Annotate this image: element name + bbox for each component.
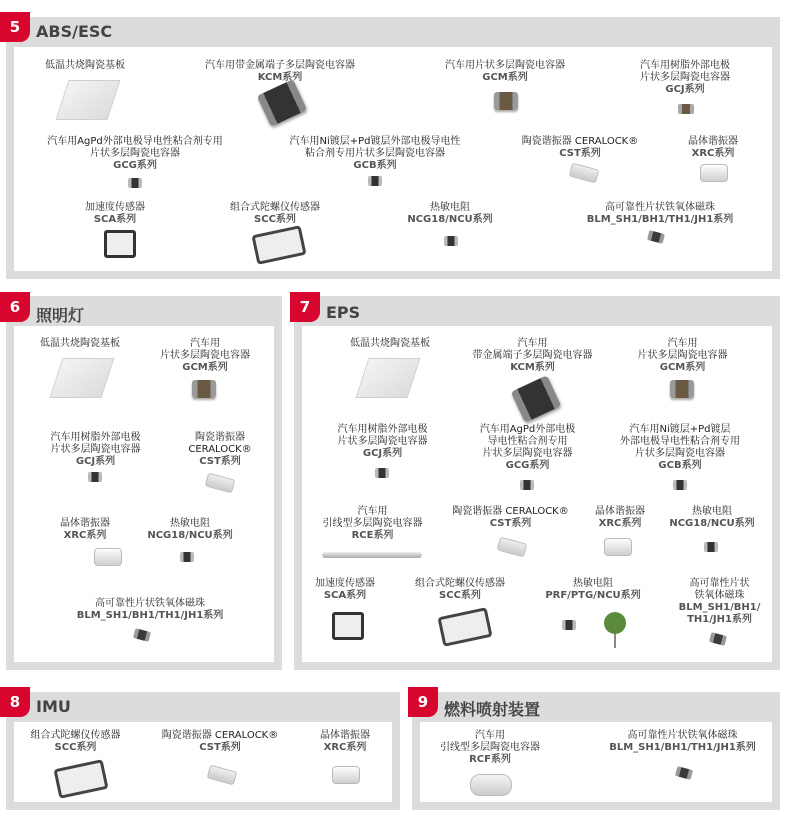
product-kcm[interactable]	[190, 60, 370, 84]
xrc-crystal-image	[604, 538, 632, 556]
product-name: 晶体谐振器	[595, 506, 645, 517]
product-cst[interactable]	[515, 136, 645, 160]
product-gcm[interactable]	[625, 338, 740, 374]
product-gcm[interactable]	[430, 60, 580, 84]
product-gcg[interactable]	[30, 136, 240, 172]
product-name: 组合式陀螺仪传感器	[30, 730, 121, 741]
product-xrc[interactable]	[585, 506, 655, 530]
product-gcm[interactable]	[150, 338, 260, 374]
product-name: 汽车用树脂外部电极 片状多层陶瓷电容器	[50, 432, 141, 455]
product-name: 汽车用带金属端子多层陶瓷电容器	[205, 60, 355, 71]
gcj-capacitor-image	[678, 104, 694, 114]
ncg18-thermistor-image	[180, 552, 194, 562]
section-title-lighting: 照明灯	[36, 306, 85, 325]
section-number-5: 5	[0, 12, 30, 42]
product-series: NCG18/NCU系列	[147, 530, 233, 541]
product-prf-ptg-ncu[interactable]	[538, 578, 648, 602]
section-title-eps: EPS	[326, 303, 361, 322]
product-series: CST系列	[489, 518, 532, 529]
product-series: XRC系列	[63, 530, 107, 541]
product-scc[interactable]	[18, 730, 133, 754]
section-title-abs-esc: ABS/ESC	[36, 22, 113, 41]
product-name: 晶体谐振器	[320, 730, 370, 741]
product-sca[interactable]	[305, 578, 385, 602]
product-series: XRC系列	[598, 518, 642, 529]
product-gcb[interactable]	[610, 424, 750, 472]
product-series: BLM_SH1/BH1/TH1/JH1系列	[586, 214, 734, 225]
product-name: 热敏电阻	[692, 506, 732, 517]
product-name: 高可靠性片状 铁氧体磁珠	[689, 578, 750, 601]
rce-capacitor-image	[322, 552, 422, 558]
product-name: 低温共烧陶瓷基板	[45, 60, 125, 71]
gcm-capacitor-image	[192, 380, 216, 398]
gcb-capacitor-image	[368, 176, 382, 186]
product-ltcc-substrate[interactable]	[340, 338, 440, 350]
product-name: 汽车用AgPd外部电极 导电性粘合剂专用 片状多层陶瓷电容器	[479, 424, 576, 459]
product-scc[interactable]	[400, 578, 520, 602]
product-series: CST系列	[199, 456, 241, 467]
product-series: CST系列	[559, 148, 601, 159]
product-series: GCM系列	[659, 362, 706, 373]
product-series: PRF/PTG/NCU系列	[545, 590, 641, 601]
product-ncg18-ncu[interactable]	[662, 506, 762, 530]
product-series: GCJ系列	[362, 448, 403, 459]
product-name: 汽车用 片状多层陶瓷电容器	[637, 338, 728, 361]
product-ncg18-ncu[interactable]	[395, 202, 505, 226]
prf-thermistor-image	[562, 620, 576, 630]
product-name: 晶体谐振器	[688, 136, 738, 147]
product-series: KCM系列	[257, 72, 303, 83]
product-xrc[interactable]	[45, 518, 125, 542]
product-series: RCF系列	[469, 754, 511, 765]
section-title-imu: IMU	[36, 697, 71, 716]
rcf-capacitor-image	[470, 774, 512, 796]
product-gcj[interactable]	[325, 424, 440, 460]
product-gcj[interactable]	[38, 432, 153, 468]
product-name: 晶体谐振器	[60, 518, 110, 529]
product-name: 热敏电阻	[573, 578, 613, 589]
product-series: SCA系列	[93, 214, 137, 225]
product-series: GCG系列	[505, 460, 550, 471]
product-name: 汽车用Ni镀层+Pd镀层 外部电极导电性粘合剂专用 片状多层陶瓷电容器	[620, 424, 740, 459]
gcm-capacitor-image	[670, 380, 694, 398]
product-name: 汽车用树脂外部电极 片状多层陶瓷电容器	[640, 60, 730, 83]
ptg-thermistor-image	[604, 612, 626, 634]
product-name: 陶瓷谐振器 CERALOCK®	[188, 432, 252, 455]
product-name: 汽车用 片状多层陶瓷电容器	[160, 338, 250, 361]
product-series: CST系列	[199, 742, 241, 753]
product-gcj[interactable]	[620, 60, 750, 96]
section-title-fuel-injection: 燃料喷射装置	[444, 700, 541, 719]
product-ltcc-substrate[interactable]	[30, 338, 130, 350]
product-series: BLM_SH1/BH1/TH1/JH1系列	[76, 610, 224, 621]
product-series: GCB系列	[353, 160, 397, 171]
product-blm[interactable]	[600, 730, 765, 754]
product-blm[interactable]	[672, 578, 767, 626]
gcb-capacitor-image	[673, 480, 687, 490]
product-name: 陶瓷谐振器 CERALOCK®	[452, 506, 569, 517]
product-series: BLM_SH1/BH1/TH1/JH1系列	[609, 742, 756, 753]
product-name: 汽车用Ni镀层+Pd镀层外部电极导电性 粘合剂专用片状多层陶瓷电容器	[289, 136, 461, 159]
gcj-capacitor-image	[88, 472, 102, 482]
ptg-thermistor-lead	[614, 634, 616, 648]
product-xrc[interactable]	[305, 730, 385, 754]
section-number-6: 6	[0, 292, 30, 322]
xrc-crystal-image	[332, 766, 360, 784]
section-number-8: 8	[0, 687, 30, 717]
product-name: 低温共烧陶瓷基板	[40, 338, 120, 349]
product-series: SCC系列	[439, 590, 481, 601]
section-number-9: 9	[408, 687, 438, 717]
ncg18-thermistor-image	[444, 236, 458, 246]
product-series: GCJ系列	[75, 456, 116, 467]
product-series: NCG18/NCU系列	[669, 518, 755, 529]
product-rcf[interactable]	[430, 730, 550, 766]
product-cst[interactable]	[180, 432, 260, 468]
product-kcm[interactable]	[465, 338, 600, 374]
product-name: 低温共烧陶瓷基板	[350, 338, 430, 349]
product-gcb[interactable]	[275, 136, 475, 172]
sca-sensor-image	[104, 230, 136, 258]
product-name: 汽车用树脂外部电极 片状多层陶瓷电容器	[337, 424, 428, 447]
product-series: KCM系列	[510, 362, 555, 373]
product-name: 热敏电阻	[170, 518, 210, 529]
product-name: 高可靠性片状铁氧体磁珠	[95, 598, 205, 609]
product-cst[interactable]	[448, 506, 573, 530]
product-name: 陶瓷谐振器 CERALOCK®	[161, 730, 279, 741]
product-series: GCJ系列	[665, 84, 705, 95]
ncg18-thermistor-image	[704, 542, 718, 552]
product-name: 热敏电阻	[430, 202, 470, 213]
gcj-capacitor-image	[375, 468, 389, 478]
gcm-capacitor-image	[494, 92, 518, 110]
section-number-7: 7	[290, 292, 320, 322]
sca-sensor-image	[332, 612, 364, 640]
product-scc[interactable]	[215, 202, 335, 226]
product-name: 汽车用AgPd外部电极导电性粘合剂专用 片状多层陶瓷电容器	[47, 136, 223, 159]
product-gcg[interactable]	[465, 424, 590, 472]
product-series: SCC系列	[254, 214, 296, 225]
product-series: GCM系列	[482, 72, 528, 83]
product-name: 汽车用片状多层陶瓷电容器	[445, 60, 565, 71]
product-series: XRC系列	[323, 742, 367, 753]
product-name: 高可靠性片状铁氧体磁珠	[627, 730, 738, 741]
product-series: RCE系列	[351, 530, 394, 541]
product-name: 加速度传感器	[85, 202, 145, 213]
product-series: SCC系列	[54, 742, 97, 753]
product-name: 汽车用 带金属端子多层陶瓷电容器	[472, 338, 593, 361]
product-sca[interactable]	[70, 202, 160, 226]
product-name: 组合式陀螺仪传感器	[230, 202, 320, 213]
product-cst[interactable]	[155, 730, 285, 754]
product-ltcc-substrate[interactable]	[30, 60, 140, 72]
product-series: BLM_SH1/BH1/ TH1/JH1系列	[678, 602, 761, 625]
product-name: 汽车用 引线型多层陶瓷电容器	[322, 506, 423, 529]
product-blm[interactable]	[575, 202, 745, 226]
product-name: 汽车用 引线型多层陶瓷电容器	[440, 730, 540, 753]
product-name: 加速度传感器	[315, 578, 375, 589]
gcg-capacitor-image	[520, 480, 534, 490]
xrc-crystal-image	[700, 164, 728, 182]
gcg-capacitor-image	[128, 178, 142, 188]
product-ncg18-ncu[interactable]	[140, 518, 240, 542]
product-name: 高可靠性片状铁氧体磁珠	[605, 202, 715, 213]
product-series: XRC系列	[691, 148, 735, 159]
product-series: GCB系列	[658, 460, 702, 471]
product-series: SCA系列	[323, 590, 367, 601]
product-xrc[interactable]	[668, 136, 758, 160]
product-name: 组合式陀螺仪传感器	[415, 578, 505, 589]
product-series: NCG18/NCU系列	[407, 214, 493, 225]
product-series: GCM系列	[182, 362, 228, 373]
product-name: 陶瓷谐振器 CERALOCK®	[521, 136, 639, 147]
product-rce[interactable]	[310, 506, 435, 542]
product-blm[interactable]	[70, 598, 230, 622]
product-series: GCG系列	[113, 160, 157, 171]
xrc-crystal-image	[94, 548, 122, 566]
